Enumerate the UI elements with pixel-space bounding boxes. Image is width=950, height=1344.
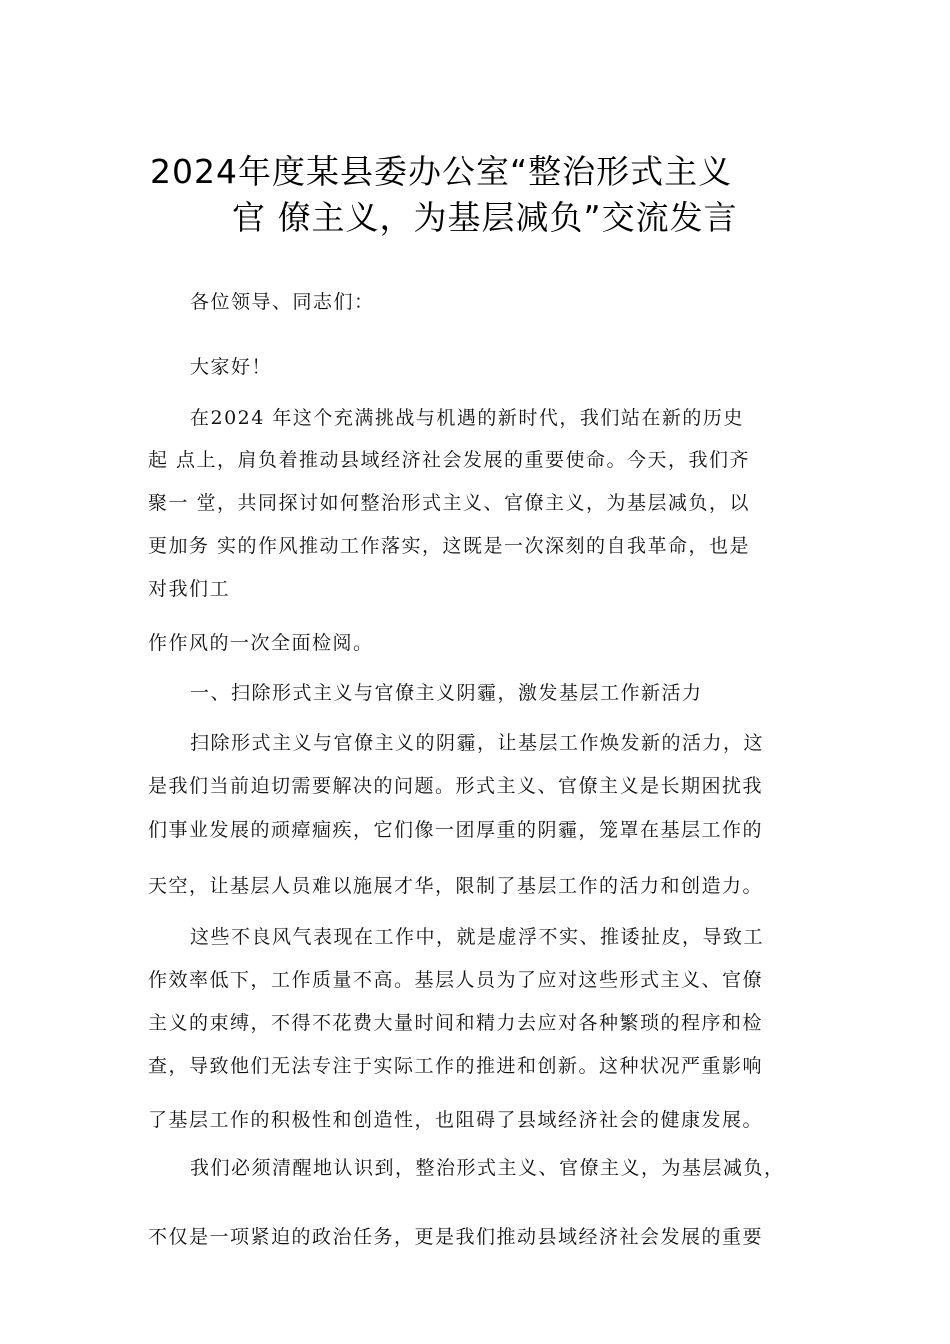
intro-line: 作作风的一次全面检阅。: [148, 632, 374, 654]
paragraph-line: 作效率低下，工作质量不高。基层人员为了应对这些形式主义、官僚: [148, 969, 764, 991]
paragraph-line: 是我们当前迫切需要解决的问题。形式主义、官僚主义是长期困扰我: [148, 775, 764, 797]
intro-line: 对我们工: [148, 578, 231, 600]
paragraph-line: 天空，让基层人员难以施展才华，限制了基层工作的活力和创造力。: [148, 875, 764, 897]
paragraph-line: 们事业发展的顽瘴痼疾，它们像一团厚重的阴霾，笼罩在基层工作的: [148, 819, 764, 841]
intro-line: 更加务 实的作风推动工作落实，这既是一次深刻的自我革命，也是: [148, 535, 751, 557]
paragraph-line: 这些不良风气表现在工作中，就是虚浮不实、推诿扯皮，导致工: [190, 926, 765, 948]
salutation: 各位领导、同志们：: [190, 291, 375, 313]
paragraph-line: 查，导致他们无法专注于实际工作的推进和创新。这种状况严重影响: [148, 1055, 764, 1077]
paragraph-line: 我们必须清醒地认识到，整治形式主义、官僚主义，为基层减负，: [190, 1157, 785, 1179]
document-title-line-1: 2024年度某县委办公室“整治形式主义: [150, 152, 733, 191]
intro-line: 起 点上，肩负着推动县域经济社会发展的重要使命。今天，我们齐: [148, 449, 751, 471]
intro-line: 在2024 年这个充满挑战与机遇的新时代，我们站在新的历史: [190, 407, 744, 429]
paragraph-line: 扫除形式主义与官僚主义的阴霾，让基层工作焕发新的活力，这: [190, 732, 765, 754]
document-title-line-2: 官 僚主义，为基层减负”交流发言: [232, 198, 738, 237]
paragraph-line: 不仅是一项紧迫的政治任务，更是我们推动县域经济社会发展的重要: [148, 1226, 764, 1248]
paragraph-line: 主义的束缚，不得不花费大量时间和精力去应对各种繁琐的程序和检: [148, 1012, 764, 1034]
intro-line: 聚一 堂，共同探讨如何整治形式主义、官僚主义，为基层减负，以: [148, 492, 751, 514]
paragraph-line: 了基层工作的积极性和创造性，也阻碍了县域经济社会的健康发展。: [148, 1109, 764, 1131]
greeting: 大家好！: [190, 356, 273, 378]
section-heading: 一、扫除形式主义与官僚主义阴霾，激发基层工作新活力: [190, 682, 703, 704]
